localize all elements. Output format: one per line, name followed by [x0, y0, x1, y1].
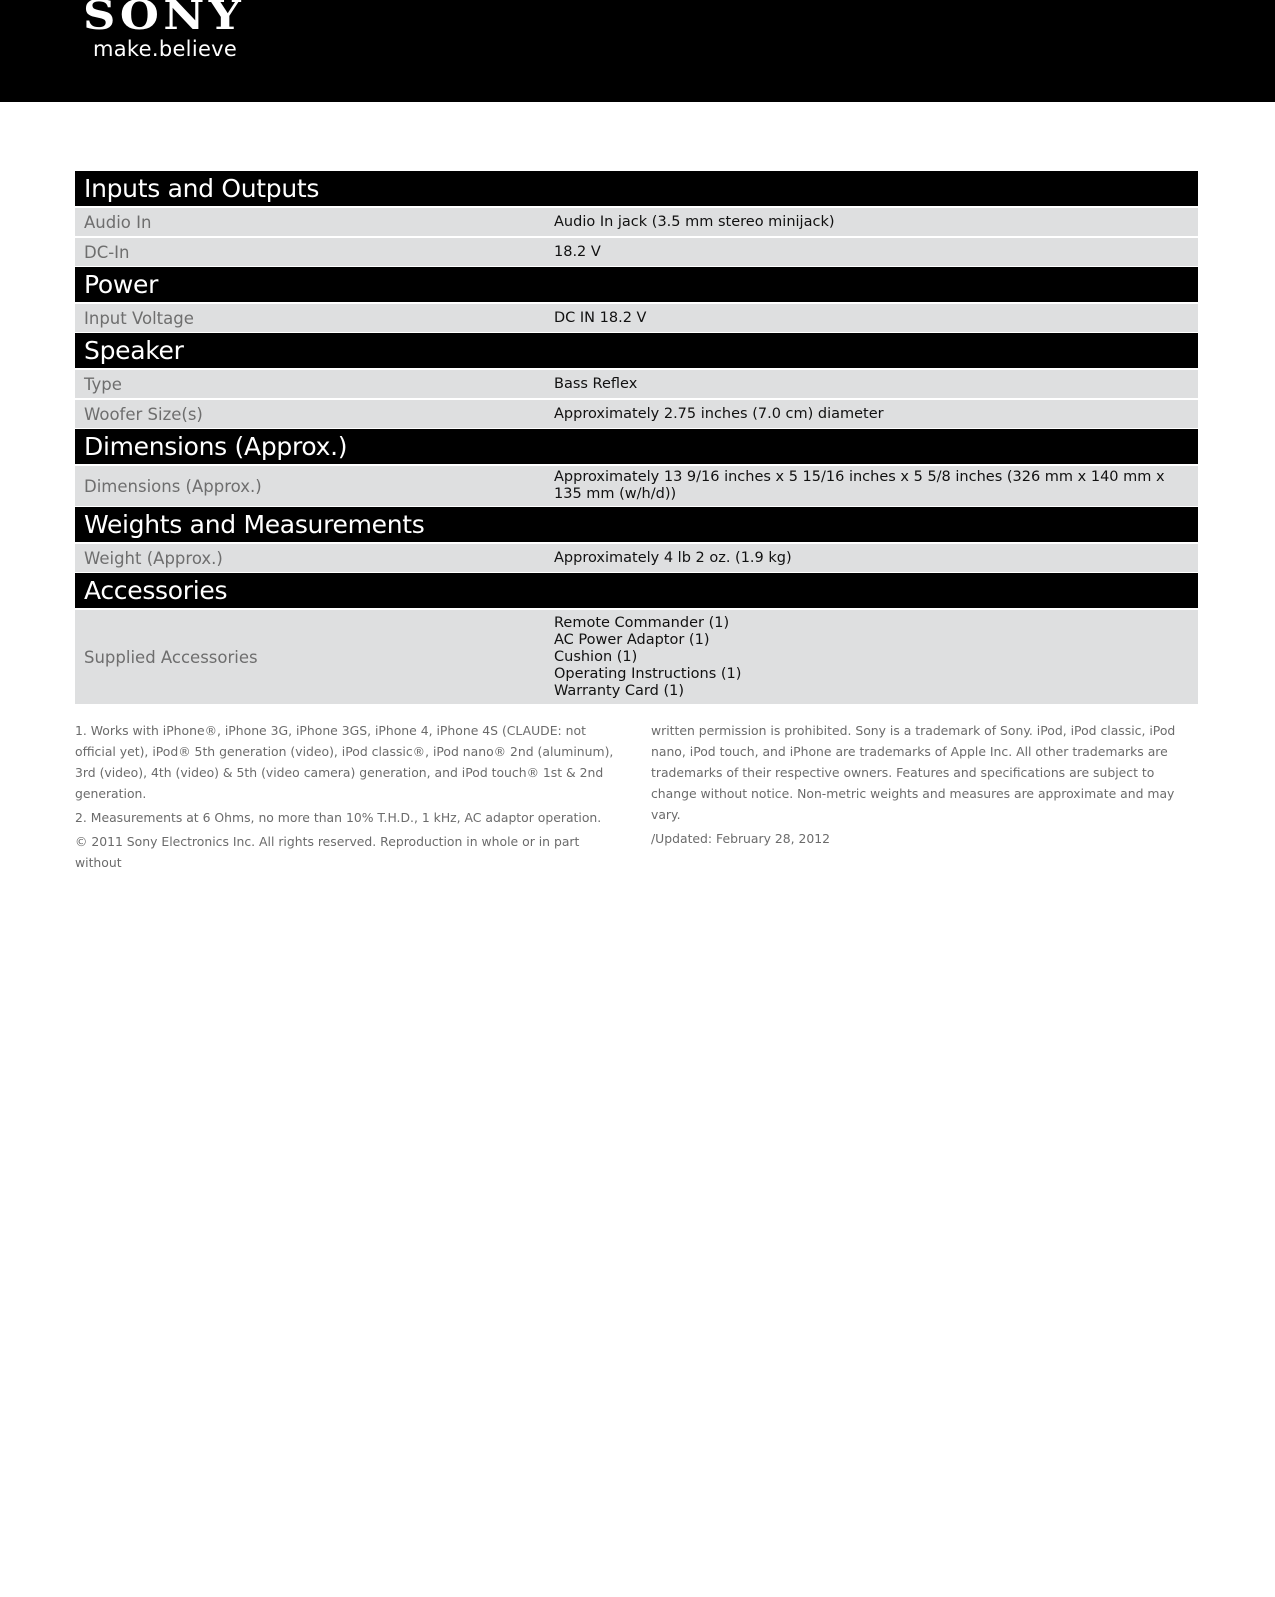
spec-label: Woofer Size(s): [84, 404, 203, 424]
accessory-item: Operating Instructions (1): [554, 665, 742, 682]
spec-value: Approximately 13 9/16 inches x 5 15/16 inches x 5 5/8 inches (326 mm x 140 mm x 135 mm (w/h/d)): [554, 469, 1165, 502]
spec-label: Dimensions (Approx.): [84, 476, 262, 496]
footnotes: [75, 720, 1198, 876]
section-accessories: Accessories: [75, 572, 1198, 608]
spec-row-type: [75, 368, 1198, 398]
sony-logo: SONY: [83, 0, 246, 39]
section-speaker: Speaker: [75, 332, 1198, 368]
spec-label: Supplied Accessories: [84, 647, 258, 667]
footnotes-right-column: [651, 720, 1198, 876]
spec-label: Audio In: [84, 212, 152, 232]
spec-value: Approximately 2.75 inches (7.0 cm) diameter: [554, 405, 884, 422]
page-header: [0, 0, 1275, 102]
spec-value: Approximately 4 lb 2 oz. (1.9 kg): [554, 549, 792, 566]
spec-value: DC IN 18.2 V: [554, 309, 647, 326]
footnotes-left-column: [75, 720, 621, 876]
section-dimensions: Dimensions (Approx.): [75, 428, 1198, 464]
spec-label: DC-In: [84, 242, 130, 262]
section-power: Power: [75, 266, 1198, 302]
legal-text: written permission is prohibited. Sony is a trademark of Sony. iPod, iPod classic, iPod nano, iPod touch, and iPhone are trademarks of Apple Inc. All other trademarks are trademarks of their respective owners. Features and specifications are subject to change without notice. Non-metric weights and measures are approximate and may vary.: [651, 723, 1176, 822]
spec-label: Input Voltage: [84, 308, 194, 328]
footnote-1: 1. Works with iPhone®, iPhone 3G, iPhone 3GS, iPhone 4, iPhone 4S (CLAUDE: not official yet), iPod® 5th generation (video), iPod classic®, iPod nano® 2nd (aluminum), 3rd (video), 4th (video) & 5th (video camera) generation, and iPod touch® 1st & 2nd generation.: [75, 723, 614, 801]
section-weights: Weights and Measurements: [75, 506, 1198, 542]
copyright-text: © 2011 Sony Electronics Inc. All rights reserved. Reproduction in whole or in part without: [75, 834, 580, 870]
spec-label: Type: [84, 374, 122, 394]
spec-value: [554, 610, 1198, 704]
spec-row-audio-in: [75, 206, 1198, 236]
accessory-item: Remote Commander (1): [554, 614, 730, 631]
accessory-item: Warranty Card (1): [554, 682, 684, 699]
spec-row-supplied-accessories: [75, 608, 1198, 704]
spec-row-woofer-size: [75, 398, 1198, 428]
spec-value: Audio In jack (3.5 mm stereo minijack): [554, 213, 835, 230]
updated-date: /Updated: February 28, 2012: [651, 831, 831, 846]
spec-value: Bass Reflex: [554, 375, 638, 392]
spec-row-dimensions: [75, 464, 1198, 506]
spec-table: [75, 171, 1198, 704]
spec-row-input-voltage: [75, 302, 1198, 332]
section-inputs-outputs: Inputs and Outputs: [75, 171, 1198, 206]
footnote-2: 2. Measurements at 6 Ohms, no more than 10% T.H.D., 1 kHz, AC adaptor operation.: [75, 810, 602, 825]
accessory-item: AC Power Adaptor (1): [554, 631, 710, 648]
brand-tagline: make.believe: [93, 37, 238, 61]
spec-value: 18.2 V: [554, 243, 601, 260]
spec-label: Weight (Approx.): [84, 548, 223, 568]
spec-row-weight: [75, 542, 1198, 572]
spec-row-dc-in: [75, 236, 1198, 266]
accessory-item: Cushion (1): [554, 648, 638, 665]
